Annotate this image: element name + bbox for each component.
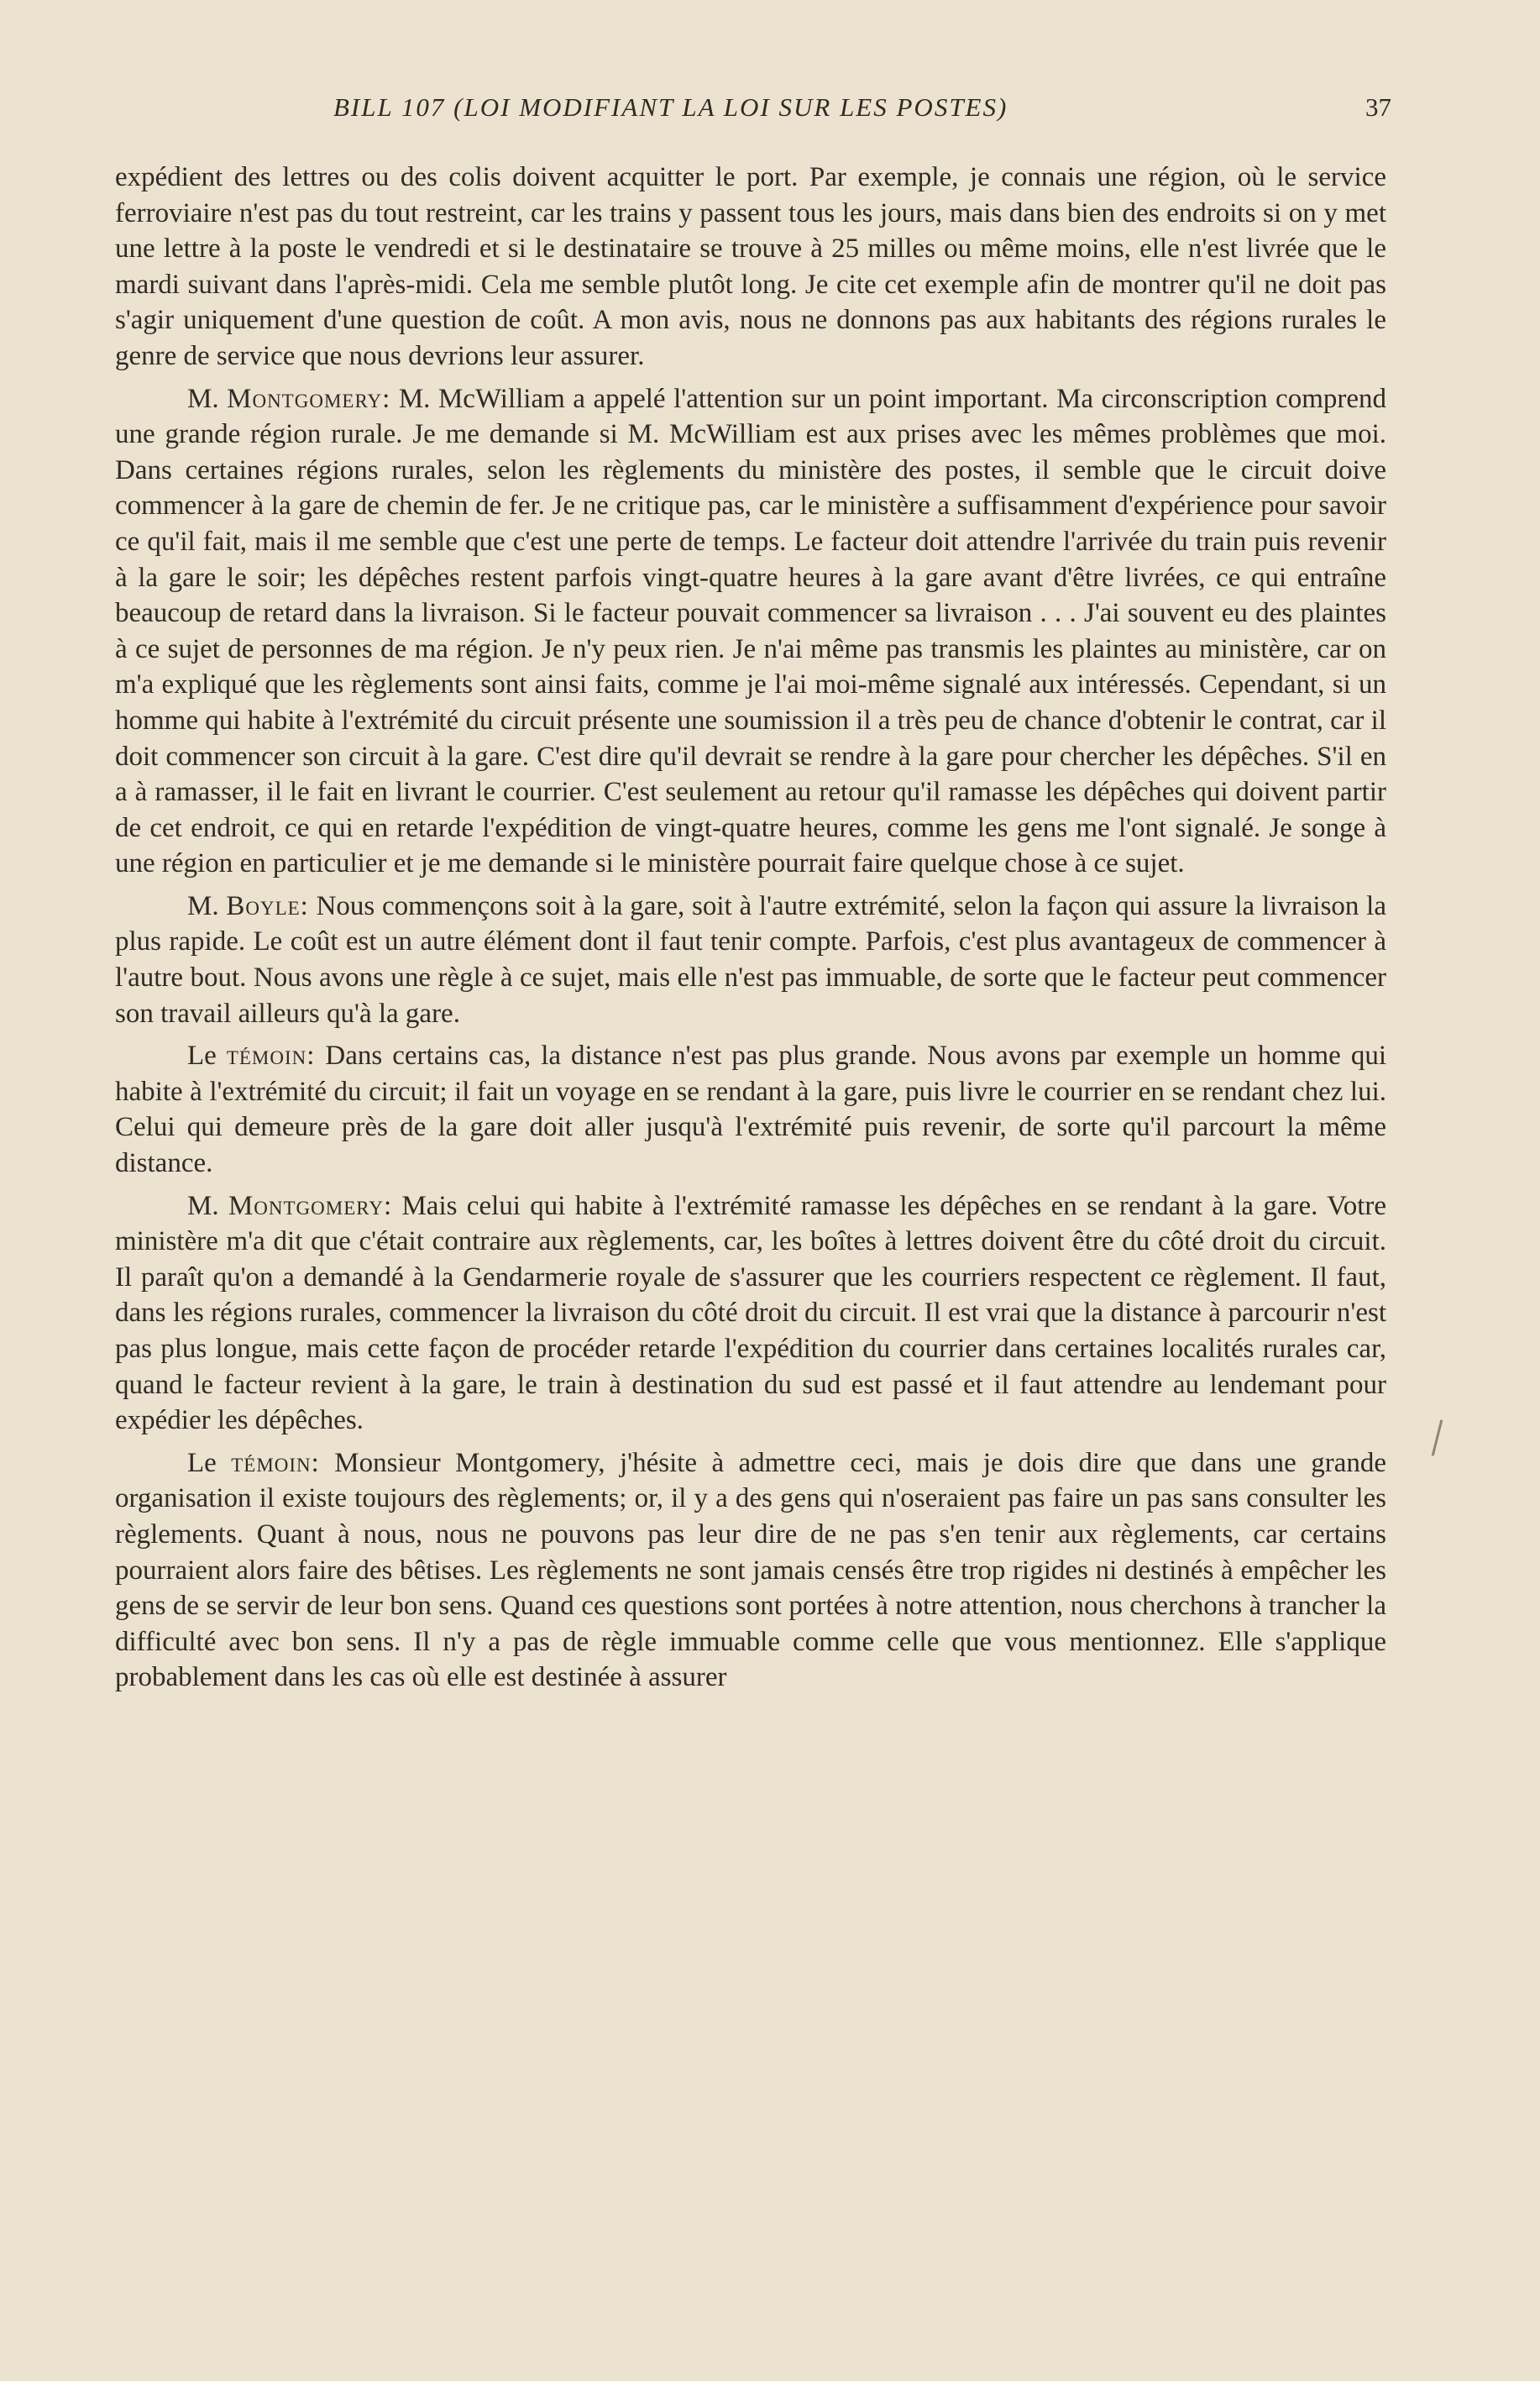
paragraph-text: M. McWilliam a appelé l'attention sur un point important. Ma circonscription comprend une grande région rurale. Je me demande si M. McWilliam est aux prises avec les mêmes problèmes que moi. Dans certaines régions rurales, selon les règlements du ministère des postes, il semble que le circuit doive commencer à la gare de chemin de fer. Je ne critique pas, car le ministère a suffisamment d'expérience pour savoir ce qu'il fait, mais il me semble que c'est une perte de temps. Le facteur doit attendre l'arrivée du train puis revenir à la gare le soir; les dépêches restent parfois vingt-quatre heures à la gare avant d'être livrées, ce qui entraîne beaucoup de retard dans la livraison. Si le facteur pouvait commencer sa livraison . . . J'ai souvent eu des plaintes à ce sujet de personnes de ma région. Je n'y peux rien. Je n'ai même pas transmis les plaintes au ministère, car on m'a expliqué que les règlements sont ainsi faits, comme je l'ai moi-même signalé aux intéressés. Cependant, si un homme qui habite à l'extrémité du circuit présente une soumission il a très peu de chance d'obtenir le contrat, car il doit commencer son circuit à la gare. C'est dire qu'il devrait se rendre à la gare pour chercher les dépêches. S'il en a à ramasser, il le fait en livrant le courrier. C'est seulement au retour qu'il ramasse les dépêches qui doivent partir de cet endroit, ce qui en retarde l'expédition de vingt-quatre heures, comme les gens me l'ont signalé. Je songe à une région en particulier et je me demande si le ministère pourrait faire quelque chose à ce sujet. — [115, 383, 1386, 879]
paragraph-continuation — [115, 160, 1386, 375]
paragraph-text: expédient des lettres ou des colis doivent acquitter le port. Par exemple, je connais une région, où le service ferroviaire n'est pas du tout restreint, car les trains y passent tous les jours, mais dans bien des endroits si on y met une lettre à la poste le vendredi et si le destinataire se trouve à 25 milles ou même moins, elle n'est livrée que le mardi suivant dans l'après-midi. Cela me semble plutôt long. Je cite cet exemple afin de montrer qu'il ne doit pas s'agir uniquement d'une question de coût. A mon avis, nous ne donnons pas aux habitants des régions rurales le genre de service que nous devrions leur assurer. — [115, 162, 1386, 371]
paragraph-boyle — [115, 889, 1386, 1031]
paragraph-text: Mais celui qui habite à l'extrémité ramasse les dépêches en se rendant à la gare. Votre ministère m'a dit que c'était contraire aux règlements, car, les boîtes à lettres doivent être du côté droit du circuit. Il paraît qu'on a demandé à la Gendarmerie royale de s'assurer que les courriers respectent ce règlement. Il faut, dans les régions rurales, commencer la livraison du côté droit du circuit. Il est vrai que la distance à parcourir n'est pas plus longue, mais cette façon de procéder retarde l'expédition du courrier dans certaines localités rurales car, quand le facteur revient à la gare, le train à destination du sud est passé et il faut attendre au lendemant pour expédier les dépêches. — [115, 1190, 1386, 1436]
running-header — [115, 92, 1391, 126]
speaker-name: Boyle: — [226, 890, 309, 921]
paragraph-montgomery-1 — [115, 381, 1386, 882]
speaker-prefix: Le — [187, 1447, 232, 1478]
speaker-prefix: M. — [187, 383, 228, 414]
running-title: BILL 107 (LOI MODIFIANT LA LOI SUR LES POSTES) — [333, 92, 1008, 122]
paragraph-text: Nous commençons soit à la gare, soit à l'autre extrémité, selon la façon qui assure la livraison la plus rapide. Le coût est un autre élément dont il faut tenir compte. Parfois, c'est plus avantageux de commencer à l'autre bout. Nous avons une règle à ce sujet, mais elle n'est pas immuable, de sorte que le facteur peut commencer son travail ailleurs qu'à la gare. — [115, 890, 1386, 1029]
speaker-name: Montgomery: — [227, 383, 391, 414]
speaker-name: Montgomery: — [228, 1190, 393, 1221]
speaker-name: témoin: — [231, 1447, 320, 1478]
page-number: 37 — [1365, 92, 1391, 122]
margin-pencil-mark — [1432, 1419, 1443, 1455]
speaker-prefix: M. — [187, 890, 227, 921]
paragraph-montgomery-2 — [115, 1188, 1386, 1439]
paragraph-temoin-1 — [115, 1038, 1386, 1181]
speaker-prefix: M. — [187, 1190, 228, 1221]
paragraph-text: Dans certains cas, la distance n'est pas plus grande. Nous avons par exemple un homme qui habite à l'extrémité du circuit; il fait un voyage en se rendant à la gare, puis livre le courrier en se rendant chez lui. Celui qui demeure près de la gare doit aller jusqu'à l'extrémité puis revenir, de sorte qu'il parcourt la même distance. — [115, 1041, 1386, 1179]
speaker-prefix: Le — [187, 1041, 227, 1072]
paragraph-temoin-2 — [115, 1445, 1386, 1696]
speaker-name: témoin: — [226, 1041, 316, 1072]
body-text — [115, 160, 1386, 1696]
paragraph-text: Monsieur Montgomery, j'hésite à admettre ceci, mais je dois dire que dans une grande organisation il existe toujours des règlements; or, il y a des gens qui n'oseraient pas faire un pas sans consulter les règlements. Quant à nous, nous ne pouvons pas leur dire de ne pas s'en tenir aux règlements, car certains pourraient alors faire des bêtises. Les règlements ne sont jamais censés être trop rigides ni destinés à empêcher les gens de se servir de leur bon sens. Quand ces questions sont portées à notre attention, nous cherchons à trancher la difficulté avec bon sens. Il n'y a pas de règle immuable comme celle que vous mentionnez. Elle s'applique probablement dans les cas où elle est destinée à assurer — [115, 1447, 1386, 1693]
